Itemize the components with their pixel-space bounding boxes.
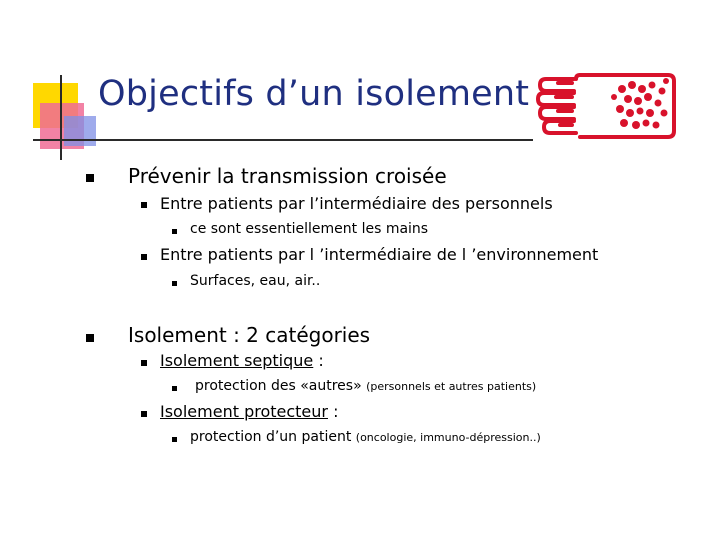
bullet-square	[172, 229, 177, 234]
item2-sub1-term: Isolement septique	[160, 351, 314, 370]
item2-label: Isolement : 2 catégories	[128, 323, 371, 347]
item2-sub1	[160, 351, 324, 370]
bullet-square	[86, 334, 94, 342]
item1-label: Prévenir la transmission croisée	[128, 164, 447, 188]
bullet-square	[172, 437, 177, 442]
slide-title: Objectifs d’un isolement	[98, 74, 530, 114]
item1-sub2-detail: Surfaces, eau, air..	[190, 273, 321, 289]
item2-sub1-sep: :	[313, 351, 324, 370]
item2-sub1-detail-text: protection des «autres»	[195, 378, 362, 394]
item1-sub1-detail: ce sont essentiellement les mains	[190, 221, 429, 237]
item2-sub1-note: (personnels et autres patients)	[366, 380, 537, 393]
item2-sub2-detail	[190, 429, 541, 445]
bullet-square	[172, 386, 177, 391]
item2-sub2-note: (oncologie, immuno-dépression..)	[355, 431, 541, 444]
bullet-square	[141, 254, 147, 260]
bullet-square	[172, 281, 177, 286]
item2-sub2-sep: :	[327, 402, 339, 421]
title-underline	[33, 139, 533, 141]
bullet-square	[141, 360, 147, 366]
item2-sub2	[160, 402, 338, 421]
decor-vertical-line	[60, 75, 62, 160]
item2-sub2-detail-text: protection d’un patient	[190, 429, 352, 445]
item1-sub2: Entre patients par l ’intermédiaire de l ’environnement	[160, 245, 599, 264]
hand-germs-icon	[536, 67, 680, 145]
bullet-square	[141, 202, 147, 208]
item2-sub2-term: Isolement protecteur	[160, 402, 328, 421]
bullet-square	[141, 411, 147, 417]
decor-blue-square	[64, 116, 96, 146]
item2-sub1-detail	[195, 378, 536, 394]
bullet-square	[86, 174, 94, 182]
item1-sub1: Entre patients par l’intermédiaire des personnels	[160, 194, 553, 213]
